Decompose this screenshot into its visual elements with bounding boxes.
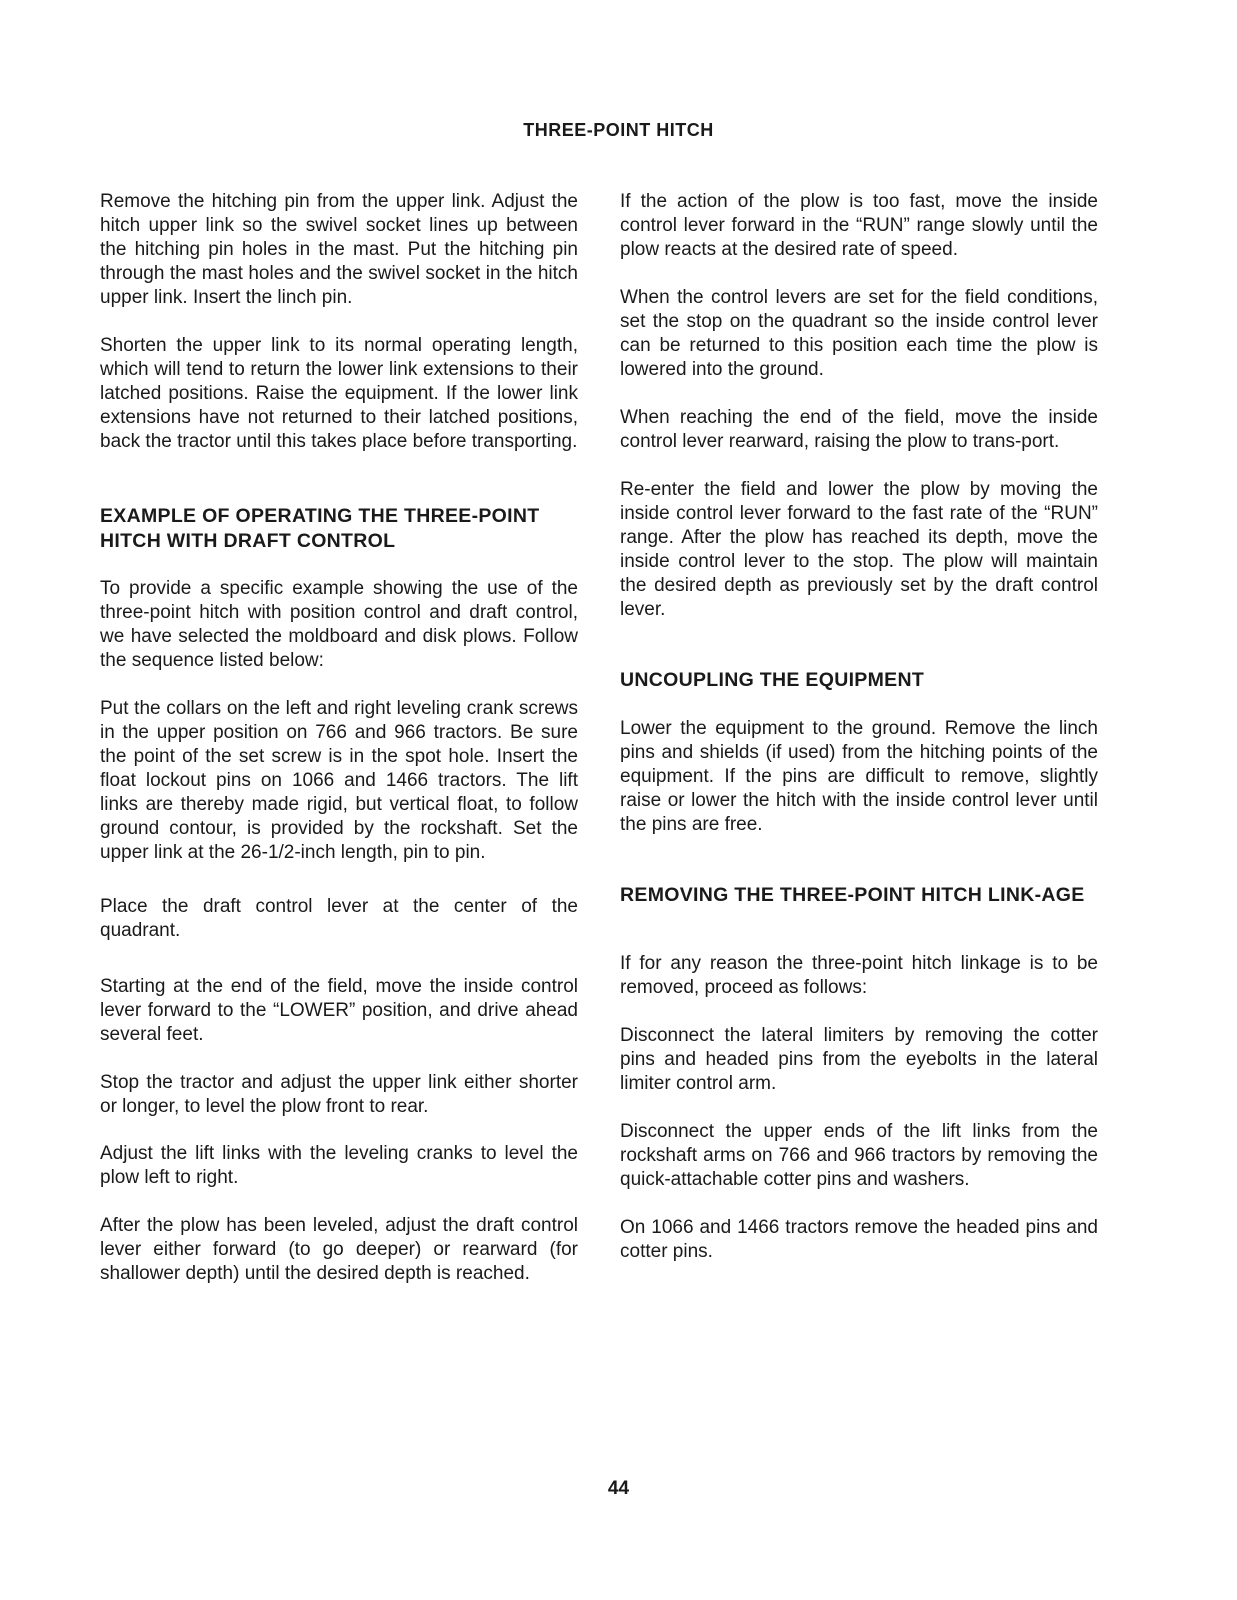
paragraph: Starting at the end of the field, move the inside control lever forward to the “LOWER” position, and drive ahead several feet.: [100, 976, 578, 1045]
paragraph: Remove the hitching pin from the upper link. Adjust the hitch upper link so the swivel socket lines up between the hitching pin holes in the mast. Put the hitching pin through the mast holes and the swivel socket in the hitch upper link. Insert the linch pin.: [100, 191, 578, 308]
paragraph: Disconnect the upper ends of the lift links from the rockshaft arms on 766 and 966 tractors by removing the quick-attachable cotter pins and washers.: [620, 1121, 1098, 1190]
paragraph: If the action of the plow is too fast, move the inside control lever forward in the “RUN” range slowly until the plow reacts at the desired rate of speed.: [620, 191, 1098, 260]
paragraph: After the plow has been leveled, adjust the draft control lever either forward (to go deeper) or rearward (for shallower depth) until the desired depth is reached.: [100, 1215, 578, 1284]
paragraph: On 1066 and 1466 tractors remove the headed pins and cotter pins.: [620, 1217, 1098, 1262]
paragraph: If for any reason the three-point hitch linkage is to be removed, proceed as follows:: [620, 953, 1098, 998]
section-heading: UNCOUPLING THE EQUIPMENT: [620, 669, 925, 691]
left-column: [100, 190, 578, 1286]
section-heading: REMOVING THE THREE-POINT HITCH LINK-AGE: [620, 884, 1085, 906]
paragraph: When the control levers are set for the field conditions, set the stop on the quadrant so the inside control lever can be returned to this position each time the plow is lowered into the ground.: [620, 287, 1098, 380]
section-heading: EXAMPLE OF OPERATING THE THREE-POINT HITCH WITH DRAFT CONTROL: [100, 505, 540, 552]
paragraph: Stop the tractor and adjust the upper link either shorter or longer, to level the plow front to rear.: [100, 1072, 578, 1117]
page-number: 44: [607, 1478, 630, 1499]
paragraph: Shorten the upper link to its normal operating length, which will tend to return the lower link extensions to their latched positions. Raise the equipment. If the lower link extensions have not returned to their latched positions, back the tractor until this takes place before transporting.: [100, 335, 578, 452]
paragraph: Disconnect the lateral limiters by removing the cotter pins and headed pins from the eyebolts in the lateral limiter control arm.: [620, 1025, 1098, 1094]
paragraph: When reaching the end of the field, move the inside control lever rearward, raising the plow to trans-port.: [620, 407, 1098, 452]
paragraph: Put the collars on the left and right leveling crank screws in the upper position on 766 and 966 tractors. Be sure the point of the set screw is in the spot hole. Insert the float lockout pins on 1066 and 1466 tractors. The lift links are thereby made rigid, but vertical float, to follow ground contour, is provided by the rockshaft. Set the upper link at the 26-1/2-inch length, pin to pin.: [100, 698, 578, 863]
right-column: [620, 190, 1098, 1264]
paragraph: Adjust the lift links with the leveling cranks to level the plow left to right.: [100, 1143, 578, 1188]
paragraph: Lower the equipment to the ground. Remove the linch pins and shields (if used) from the hitching points of the equipment. If the pins are difficult to remove, slightly raise or lower the hitch with the inside control lever until the pins are free.: [620, 718, 1098, 835]
paragraph: Place the draft control lever at the center of the quadrant.: [100, 896, 578, 941]
page-title: THREE-POINT HITCH: [523, 120, 714, 140]
paragraph: Re-enter the field and lower the plow by moving the inside control lever forward to the fast rate of the “RUN” range. After the plow has reached its depth, move the inside control lever to the stop. The plow will maintain the desired depth as previously set by the draft control lever.: [620, 479, 1098, 620]
paragraph: To provide a specific example showing the use of the three-point hitch with position control and draft control, we have selected the moldboard and disk plows. Follow the sequence listed below:: [100, 578, 578, 671]
